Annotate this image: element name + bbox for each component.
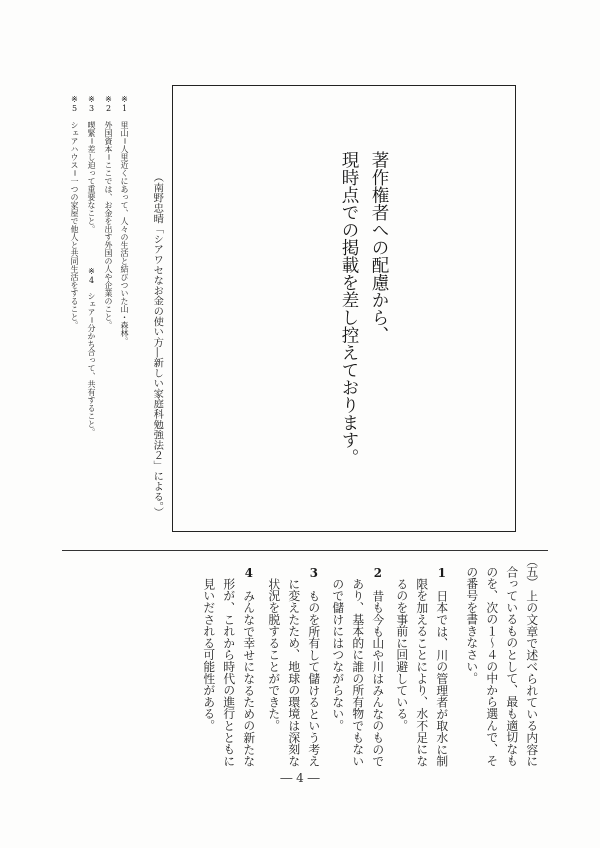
option-line: ので儲けにはつながらない。 xyxy=(330,578,345,732)
footnote-label: ※3 xyxy=(87,95,96,113)
footnote-label: ※2 xyxy=(104,95,113,113)
option-line: あり、基本的に誰の所有物でもない xyxy=(350,578,365,767)
option-number: 4 xyxy=(241,566,256,580)
footnote-text: 外国資本＝ここでは、お金を出す外国の人や企業のこと。 xyxy=(104,121,113,329)
copyright-notice-box xyxy=(172,85,516,532)
option-number: 2 xyxy=(370,566,385,580)
footnote-label: ※1 xyxy=(120,95,129,113)
option-line: 見いだされる可能性がある。 xyxy=(201,578,216,732)
option-line: るのを事前に回避している。 xyxy=(394,578,409,732)
question-line: の番号を書きなさい。 xyxy=(464,566,479,684)
option-line: 限を加えることにより、水不足にな xyxy=(414,578,429,767)
option-number: 3 xyxy=(306,566,321,580)
notice-line-1: 著作権者への配慮から、 xyxy=(369,150,389,343)
footnote-text: 里山＝人里近くにあって、人々の生活と結びついた山・森林。 xyxy=(120,121,129,345)
footnote-text: シェア＝分かち合って、共有すること。 xyxy=(87,292,96,436)
question-line: のを、次の１～４の中から選んで、そ xyxy=(484,566,499,767)
footnote-text: 喫緊＝差し迫って重要なこと。 xyxy=(87,121,96,233)
option-line: 昔も今も山や川はみんなのもので xyxy=(370,590,385,767)
question-number: （五） xyxy=(524,555,539,588)
footnote-label: ※4 xyxy=(87,267,96,285)
option-line: 形が、これから時代の進行とともに xyxy=(221,578,236,767)
option-number: 1 xyxy=(434,566,449,580)
source-citation: （南野忠晴「シアワセなお金の使い方―新しい家庭科勉強法２」による。） xyxy=(151,172,164,518)
section-divider xyxy=(62,550,548,551)
footnote-label: ※5 xyxy=(70,95,79,113)
option-line: に変えたため、地球の環境は深刻な xyxy=(286,578,301,767)
notice-line-2: 現時点での掲載を差し控えております。 xyxy=(339,150,359,466)
option-line: ものを所有して儲けるという考え xyxy=(306,590,321,767)
option-line: 状況を脱することができた。 xyxy=(266,578,281,732)
footnote-text: シェアハウス＝一つの家屋で他人と共同生活をすること。 xyxy=(70,121,79,329)
option-line: みんなで幸せになるための新たな xyxy=(241,590,256,767)
question-line: 合っているものとして、最も適切なも xyxy=(504,566,519,767)
page-number: ― 4 ― xyxy=(280,771,320,785)
question-line: 上の文章で述べられている内容に xyxy=(524,590,539,767)
option-line: 日本では、川の管理者が取水に制 xyxy=(434,590,449,767)
